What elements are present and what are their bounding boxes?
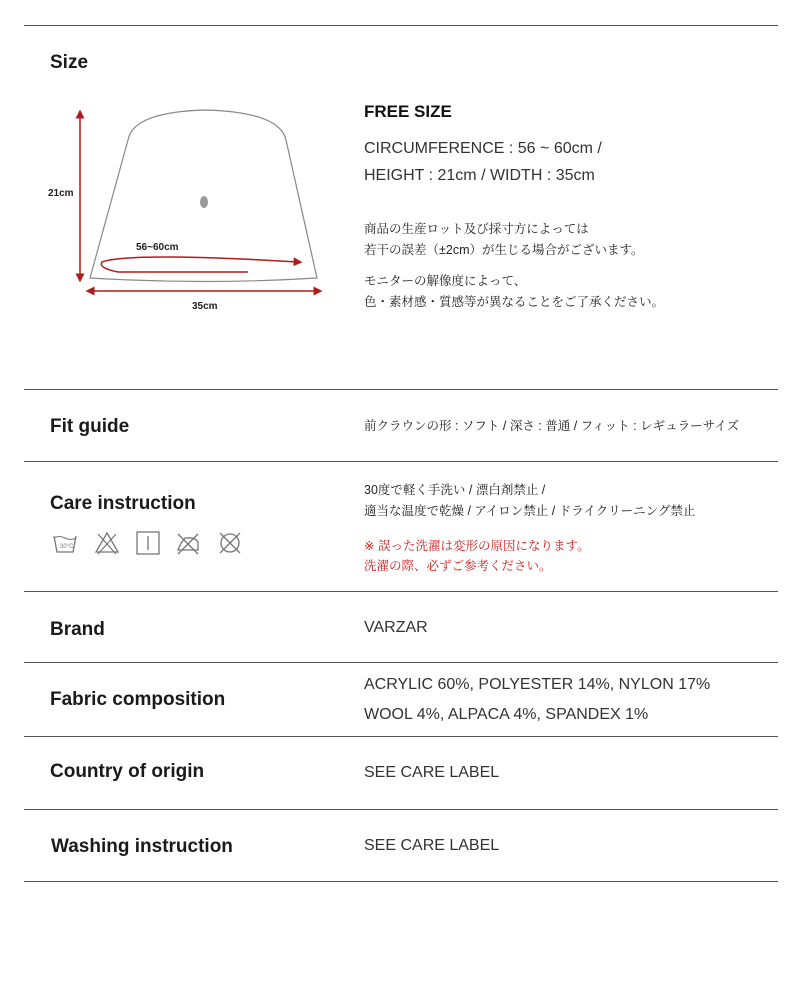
care-heading: Care instruction: [50, 493, 196, 514]
hat-button: [200, 196, 208, 208]
circumference-label: 56~60cm: [136, 242, 179, 253]
divider-after-origin: [24, 809, 778, 810]
size-note2-line2: 色・素材感・質感等が異なることをご了承ください。: [364, 295, 665, 309]
care-line1: 30度で軽く手洗い / 漂白剤禁止 /: [364, 483, 546, 497]
size-dims-line1: CIRCUMFERENCE : 56 ~ 60cm /: [364, 140, 602, 157]
origin-value: SEE CARE LABEL: [364, 764, 500, 781]
washing-heading: Washing instruction: [51, 836, 233, 857]
no-bleach-icon: [94, 530, 120, 556]
fabric-heading: Fabric composition: [50, 689, 226, 710]
size-heading: Size: [50, 52, 89, 73]
care-warning2: 洗濯の際、必ずご参考ください。: [364, 559, 552, 573]
brand-value: VARZAR: [364, 619, 428, 636]
tumble-dry-icon: [135, 530, 161, 556]
fabric-line2: WOOL 4%, ALPACA 4%, SPANDEX 1%: [364, 706, 649, 723]
size-dims-line2: HEIGHT : 21cm / WIDTH : 35cm: [364, 167, 595, 184]
free-size-title: FREE SIZE: [364, 102, 452, 121]
hat-size-diagram: [40, 100, 340, 330]
divider-bottom: [24, 881, 778, 882]
divider-after-fit: [24, 461, 778, 462]
svg-text:30°C: 30°C: [60, 544, 74, 550]
fit-guide-value: 前クラウンの形 : ソフト / 深さ : 普通 / フィット : レギュラーサイズ: [364, 419, 740, 433]
origin-heading: Country of origin: [50, 761, 205, 782]
care-icons-row: [52, 530, 252, 556]
height-label: 21cm: [48, 188, 74, 199]
hat-outline: [90, 110, 317, 282]
size-note1-line2: 若干の誤差（±2cm）が生じる場合がございます。: [364, 243, 644, 257]
divider-after-care: [24, 591, 778, 592]
care-warning1: ※ 誤った洗濯は変形の原因になります。: [364, 539, 590, 553]
size-note2-line1: モニターの解像度によって、: [364, 274, 527, 288]
brand-heading: Brand: [50, 619, 105, 640]
size-note1-line1: 商品の生産ロット及び採寸方によっては: [364, 222, 589, 236]
washing-value: SEE CARE LABEL: [364, 837, 500, 854]
divider-after-size: [24, 389, 778, 390]
fit-guide-heading: Fit guide: [50, 416, 130, 437]
divider-top: [24, 25, 778, 26]
divider-after-fabric: [24, 736, 778, 737]
divider-after-brand: [24, 662, 778, 663]
no-iron-icon: [175, 530, 201, 556]
no-dry-clean-icon: [217, 530, 243, 556]
fabric-line1: ACRYLIC 60%, POLYESTER 14%, NYLON 17%: [364, 676, 711, 693]
care-line2: 適当な温度で乾燥 / アイロン禁止 / ドライクリーニング禁止: [364, 504, 696, 518]
width-label: 35cm: [192, 301, 218, 312]
hand-wash-30-icon: [52, 530, 78, 556]
